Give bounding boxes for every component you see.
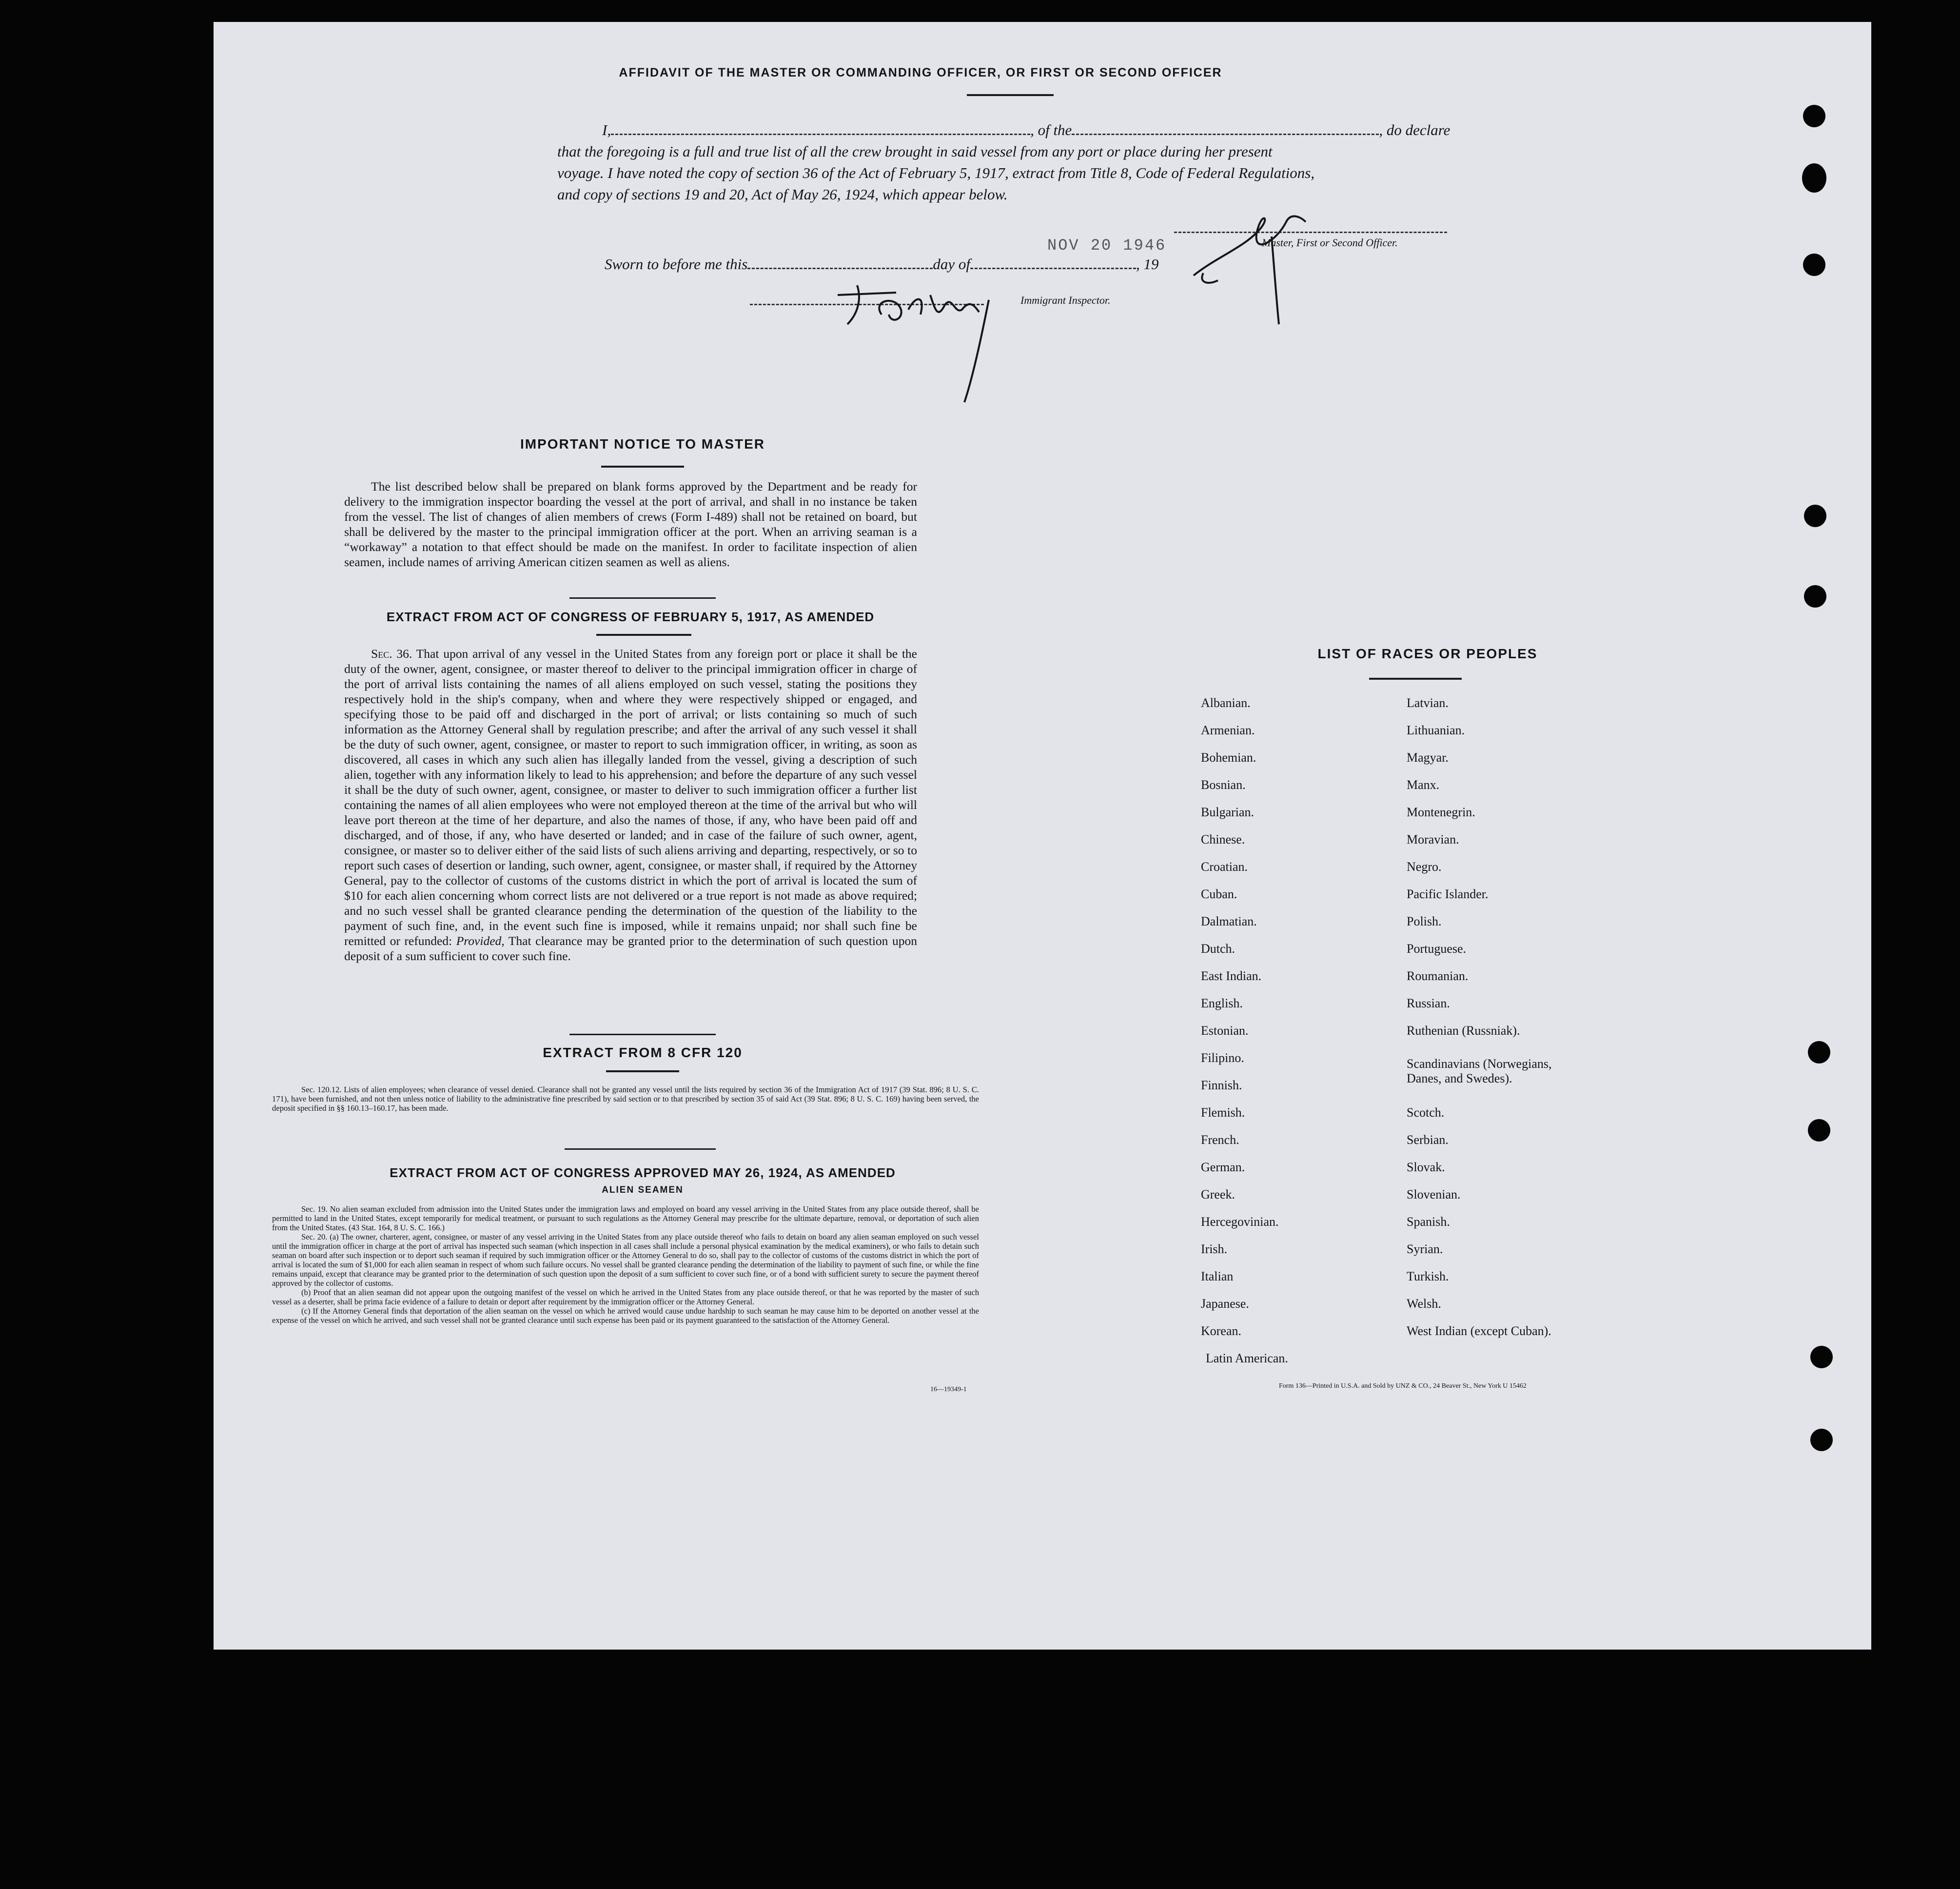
master-signature-scrawl [1189, 188, 1315, 334]
race-right-6: Negro. [1407, 860, 1442, 874]
extract-1924-body [272, 1204, 979, 1325]
race-left-23: Korean. [1201, 1324, 1242, 1338]
races-rule [1369, 678, 1462, 680]
divider-1 [569, 597, 716, 599]
provided-text: Provided, [456, 934, 505, 948]
sec-20c-paragraph: (c) If the Attorney General finds that deportation of the alien seaman on the vessel on which he arrived would cause undue hardship to such seaman he may cause him to be deported on another vessel at the expense of the vessel on which he arrived, and such vessel shall not be granted clearance until such expense has been paid or its payment guaranteed to the satisfaction of the Attorney General. [272, 1306, 979, 1325]
affidavit-line-3: voyage. I have noted the copy of section 36 of the Act of February 5, 1917, extract from Title 8, Code of Federal Regulations, [557, 164, 1315, 181]
race-left-14: Finnish. [1201, 1078, 1242, 1092]
extract-1917-title: EXTRACT FROM ACT OF CONGRESS OF FEBRUARY 5, 1917, AS AMENDED [386, 610, 875, 624]
race-right-8: Polish. [1407, 914, 1442, 928]
race-right-20: Turkish. [1407, 1269, 1449, 1283]
race-left-13: Filipino. [1201, 1051, 1244, 1065]
race-right-13: Scandinavians (Norwegians, Danes, and Swedes). [1407, 1057, 1552, 1085]
race-left-16: French. [1201, 1133, 1239, 1147]
race-left-1: Armenian. [1201, 723, 1255, 737]
sec-19-paragraph: Sec. 19. No alien seaman excluded from admission into the United States under the immigration laws and employed on board any vessel arriving in the United States from any place outside thereof, shall be permitted to land in the United States, except temporarily for medical treatment, or pursuant to such regulations as the Attorney General may prescribe for the ultimate departure, removal, or deportation of such alien from the United States. (43 Stat. 164, 8 U. S. C. 166.) [272, 1204, 979, 1232]
extract-1924-subtitle: ALIEN SEAMEN [602, 1185, 684, 1195]
inspector-label: Immigrant Inspector. [1020, 294, 1111, 306]
punch-hole-3 [1803, 254, 1825, 276]
cfr-rule [606, 1070, 679, 1072]
affidavit-title-rule [967, 94, 1054, 96]
text-sworn: Sworn to before me this [605, 256, 748, 273]
affidavit-line-2: that the foregoing is a full and true list of all the crew brought in said vessel from any port or place during her present [557, 143, 1273, 160]
notice-paragraph: The list described below shall be prepared on blank forms approved by the Department and be ready for delivery to the immigration inspector boarding the vessel at the port of arrival, and shall in no instance be taken from the vessel. The list of changes of alien members of crews (Form I-489) shall not be retained on board, but shall be delivered by the master to the principal immigration officer at the port. When an arriving seaman is a “workaway” a notation to that effect should be made on the manifest. In order to facilitate inspection of alien seamen, include names of arriving American citizen seamen as well as aliens. [344, 479, 917, 569]
race-right-18: Spanish. [1407, 1215, 1450, 1229]
race-left-22: Japanese. [1201, 1297, 1249, 1311]
punch-hole-8 [1810, 1346, 1833, 1368]
sec-20a-paragraph: Sec. 20. (a) The owner, charterer, agent, consignee, or master of any vessel arriving in the United States from any place outside thereof who fails to detain on board any alien seaman employed on such vessel until the immigration officer in charge at the port of arrival has inspected such seaman (which inspection in all cases shall include a personal physical examination by the medical examiners), or who fails to detain such seaman on board after such inspection or to deport such seaman if required by such immigration officer or the Attorney General to do so, shall pay to the collector of customs of the customs district in which the port of arrival is located the sum of $1,000 for each alien seaman in respect of whom such failure occurs. No vessel shall be granted clearance pending the determination of the liability to payment of such fine, or while the fine remains unpaid, except that clearance may be granted prior to the determination of such question upon the deposit of a sum sufficient to cover such fine, or of a bond with sufficient surety to secure the payment thereof approved by the collector of customs. [272, 1232, 979, 1288]
punch-hole-1 [1803, 105, 1825, 127]
notice-rule [601, 466, 684, 468]
extract-1917-rule [596, 634, 691, 636]
race-left-18: Greek. [1201, 1187, 1235, 1201]
race-right-19: Syrian. [1407, 1242, 1443, 1256]
race-right-10: Roumanian. [1407, 969, 1469, 983]
inspector-signature-scrawl [828, 266, 1042, 412]
race-right-3: Manx. [1407, 778, 1440, 792]
punch-hole-6 [1808, 1041, 1830, 1063]
race-right-15: Serbian. [1407, 1133, 1449, 1147]
race-right-12: Ruthenian (Russniak). [1407, 1023, 1520, 1038]
sec-36-label: Sec. 36. [371, 647, 412, 661]
race-right-17: Slovenian. [1407, 1187, 1461, 1201]
form-code: 16—19349-1 [930, 1386, 967, 1393]
sec-36-text: That upon arrival of any vessel in the United States from any foreign port or place it shall be the duty of the owner, agent, consignee, or master thereof to deliver to the principal immigration officer in charge of the port of arrival lists containing the names of all aliens employed on such vessel, stating the positions they respectively hold in the ship's company, when and where they were respectively shipped or engaged, and specifying those to be paid off and discharged in the port of arrival; or lists containing so much of such information as the Attorney General shall by regulation prescribe; and after the arrival of any such vessel it shall be the duty of such owner, agent, consignee, or master to report to such immigration officer, in writing, as soon as discovered, all cases in which any such alien has illegally landed from the vessel, giving a description of such alien, together with any information likely to lead to his apprehension; and before the departure of any such vessel it shall be the duty of such owner, agent, consignee, or master to deliver to such immigration officer a further list containing the names of all alien employees who were not employed thereon at the time of the arrival but who will leave port thereon at the time of her departure, and also the names of those, if any, who have been paid off and discharged, and of those, if any, who have deserted or landed; and in case of the failure of such owner, agent, consignee, or master so to deliver either of the said lists of such aliens arriving and departing, respectively, or so to report such cases of desertion or landing, such owner, agent, consignee, or master shall, if required by the Attorney General, pay to the collector of customs of the customs district in which the port of arrival is located the sum of $10 for each alien concerning whom correct lists are not delivered or a true report is not made as above required; and no such vessel shall be granted clearance pending the determination of the question of the liability to the payment of such fine, and, in the event such fine is imposed, while it remains unpaid; nor shall such fine be remitted or refunded: [344, 647, 917, 948]
punch-hole-2 [1802, 163, 1826, 193]
cfr-title: EXTRACT FROM 8 CFR 120 [543, 1045, 743, 1060]
race-left-21: Italian [1201, 1269, 1234, 1283]
cfr-body [272, 1085, 979, 1113]
vessel-blank[interactable] [1072, 123, 1379, 135]
race-right-0: Latvian. [1407, 696, 1449, 710]
notice-title: IMPORTANT NOTICE TO MASTER [520, 436, 765, 452]
master-signature-label: Master, First or Second Officer. [1262, 236, 1398, 249]
race-right-2: Magyar. [1407, 750, 1449, 765]
race-right-4: Montenegrin. [1407, 805, 1475, 819]
race-left-9: Dutch. [1201, 942, 1235, 956]
race-right-22: West Indian (except Cuban). [1407, 1324, 1551, 1338]
extract-1917-body [344, 646, 917, 964]
punch-hole-7 [1808, 1119, 1830, 1141]
race-right-9: Portuguese. [1407, 942, 1467, 956]
race-right-1: Lithuanian. [1407, 723, 1465, 737]
divider-3 [565, 1148, 716, 1150]
race-right-21: Welsh. [1407, 1297, 1441, 1311]
race-left-19: Hercegovinian. [1201, 1215, 1279, 1229]
races-title: LIST OF RACES OR PEOPLES [1317, 646, 1538, 661]
race-right-16: Slovak. [1407, 1160, 1445, 1174]
race-left-6: Croatian. [1201, 860, 1248, 874]
race-right-11: Russian. [1407, 996, 1450, 1010]
race-left-11: English. [1201, 996, 1243, 1010]
affidavit-line-1 [602, 119, 1450, 141]
text-year-prefix: , 19 [1136, 256, 1159, 273]
race-right-5: Moravian. [1407, 832, 1459, 846]
race-left-10: East Indian. [1201, 969, 1262, 983]
text-i: I, [602, 121, 611, 138]
race-left-20: Irish. [1201, 1242, 1228, 1256]
text-day-of: day of [933, 256, 970, 273]
punch-hole-4 [1804, 505, 1826, 527]
text-do-declare: , do declare [1379, 121, 1450, 138]
race-left-0: Albanian. [1201, 696, 1251, 710]
punch-hole-9 [1810, 1429, 1833, 1451]
punch-hole-5 [1804, 585, 1826, 608]
extract-1924-title: EXTRACT FROM ACT OF CONGRESS APPROVED MAY 26, 1924, AS AMENDED [390, 1165, 896, 1180]
race-left-2: Bohemian. [1201, 750, 1256, 765]
date-stamp: NOV 20 1946 [1047, 236, 1167, 255]
affidavit-line-4: and copy of sections 19 and 20, Act of May 26, 1924, which appear below. [557, 186, 1008, 203]
divider-2 [569, 1034, 716, 1035]
text-of-the: , of the [1030, 121, 1072, 138]
notice-body [344, 479, 917, 570]
document-page [214, 22, 1871, 1650]
race-right-7: Pacific Islander. [1407, 887, 1489, 901]
affidavit-title: AFFIDAVIT OF THE MASTER OR COMMANDING OFFICER, OR FIRST OR SECOND OFFICER [619, 66, 1222, 79]
sec-36-text-end: That clearance may be granted prior to the determination of such question upon deposit of a sum sufficient to cover such fine. [344, 934, 918, 963]
race-left-8: Dalmatian. [1201, 914, 1257, 928]
race-left-12: Estonian. [1201, 1023, 1249, 1038]
cfr-paragraph: Sec. 120.12. Lists of alien employees; when clearance of vessel denied. Clearance shall not be granted any vessel until the lists required by section 36 of the Immigration Act of 1917 (39 Stat. 896; 8 U. S. C. 171), have been furnished, and not then unless notice of liability to the administrative fine prescribed by said section or to that prescribed by section 35 of said Act (39 Stat. 896; 8 U. S. C. 169) having been served, the deposit specified in §§ 160.13–160.17, has been made. [272, 1085, 979, 1113]
race-left-7: Cuban. [1201, 887, 1237, 901]
race-left-17: German. [1201, 1160, 1245, 1174]
form-printer-footer: Form 136—Printed in U.S.A. and Sold by UNZ & CO., 24 Beaver St., New York U 15462 [1279, 1382, 1527, 1390]
race-left-24: Latin American. [1206, 1351, 1288, 1365]
race-left-5: Chinese. [1201, 832, 1245, 846]
race-left-4: Bulgarian. [1201, 805, 1254, 819]
sec-36-paragraph [344, 646, 917, 964]
name-blank[interactable] [611, 123, 1030, 135]
race-left-15: Flemish. [1201, 1105, 1245, 1120]
race-left-3: Bosnian. [1201, 778, 1246, 792]
sec-20b-paragraph: (b) Proof that an alien seaman did not appear upon the outgoing manifest of the vessel on which he arrived in the United States from any place outside thereof, or that he was reported by the master of such vessel as a deserter, shall be prima facie evidence of a failure to detain or deport after requirement by the immigration officer or the Attorney General. [272, 1288, 979, 1306]
race-right-14: Scotch. [1407, 1105, 1445, 1120]
